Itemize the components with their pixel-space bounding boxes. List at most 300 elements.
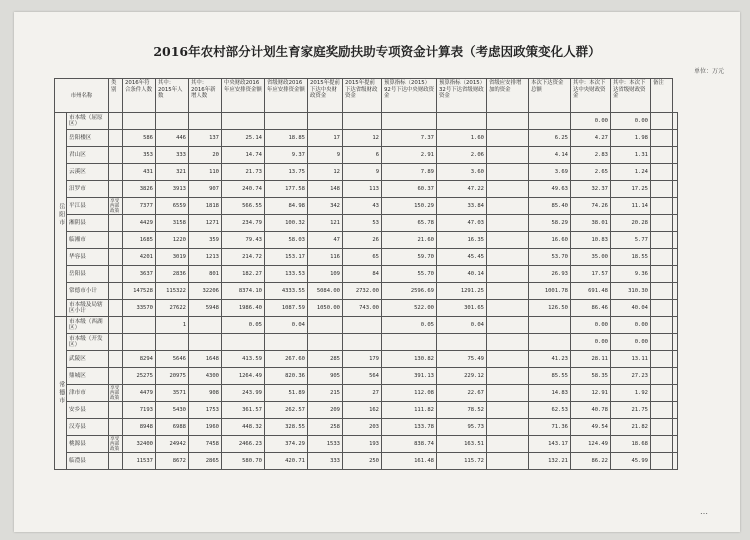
value-cell: 3637 bbox=[123, 266, 156, 283]
value-cell: 109 bbox=[308, 266, 343, 283]
value-cell bbox=[651, 317, 673, 334]
value-cell: 161.48 bbox=[382, 453, 437, 470]
value-cell: 55.70 bbox=[382, 266, 437, 283]
value-cell: 18.55 bbox=[611, 249, 651, 266]
value-cell: 143.17 bbox=[529, 436, 571, 453]
value-cell: 0.04 bbox=[265, 317, 308, 334]
value-cell: 9 bbox=[308, 147, 343, 164]
city-cell: 常德市 bbox=[55, 317, 67, 470]
value-cell: 12 bbox=[308, 164, 343, 181]
column-header: 其中：2016年新增人数 bbox=[189, 79, 222, 113]
category-cell bbox=[109, 181, 123, 198]
category-cell: 享受西部政策 bbox=[109, 436, 123, 453]
column-header: 2015年提前下达省级财政资金 bbox=[343, 79, 382, 113]
value-cell: 3.60 bbox=[437, 164, 487, 181]
value-cell bbox=[156, 113, 189, 130]
value-cell: 116 bbox=[308, 249, 343, 266]
value-cell: 21.73 bbox=[222, 164, 265, 181]
county-name-cell: 市本级（开发区） bbox=[67, 334, 109, 351]
remark-cell bbox=[673, 147, 678, 164]
value-cell: 100.32 bbox=[265, 215, 308, 232]
value-cell: 580.70 bbox=[222, 453, 265, 470]
value-cell: 258 bbox=[308, 419, 343, 436]
value-cell: 1264.49 bbox=[222, 368, 265, 385]
value-cell bbox=[123, 334, 156, 351]
value-cell: 51.89 bbox=[265, 385, 308, 402]
value-cell: 4333.55 bbox=[265, 283, 308, 300]
category-cell bbox=[109, 351, 123, 368]
value-cell: 58.29 bbox=[529, 215, 571, 232]
value-cell: 7193 bbox=[123, 402, 156, 419]
value-cell: 8374.10 bbox=[222, 283, 265, 300]
value-cell: 905 bbox=[308, 368, 343, 385]
value-cell: 342 bbox=[308, 198, 343, 215]
value-cell bbox=[487, 334, 529, 351]
value-cell: 321 bbox=[156, 164, 189, 181]
value-cell: 0.00 bbox=[611, 113, 651, 130]
remark-cell bbox=[673, 113, 678, 130]
table-row bbox=[55, 113, 678, 130]
table-row bbox=[55, 419, 678, 436]
value-cell: 14.74 bbox=[222, 147, 265, 164]
remark-cell bbox=[673, 266, 678, 283]
value-cell bbox=[487, 164, 529, 181]
value-cell bbox=[487, 436, 529, 453]
value-cell: 1.31 bbox=[611, 147, 651, 164]
value-cell: 413.59 bbox=[222, 351, 265, 368]
value-cell: 111.82 bbox=[382, 402, 437, 419]
value-cell: 0.00 bbox=[611, 334, 651, 351]
value-cell: 431 bbox=[123, 164, 156, 181]
value-cell: 27622 bbox=[156, 300, 189, 317]
value-cell: 18.85 bbox=[265, 130, 308, 147]
value-cell: 28.11 bbox=[571, 351, 611, 368]
value-cell: 1213 bbox=[189, 249, 222, 266]
value-cell bbox=[487, 453, 529, 470]
value-cell: 267.60 bbox=[265, 351, 308, 368]
value-cell: 40.14 bbox=[437, 266, 487, 283]
value-cell bbox=[343, 334, 382, 351]
value-cell: 3.69 bbox=[529, 164, 571, 181]
remark-cell bbox=[673, 385, 678, 402]
value-cell bbox=[651, 453, 673, 470]
value-cell: 45.45 bbox=[437, 249, 487, 266]
value-cell: 3913 bbox=[156, 181, 189, 198]
value-cell: 10.83 bbox=[571, 232, 611, 249]
value-cell: 1220 bbox=[156, 232, 189, 249]
value-cell: 4300 bbox=[189, 368, 222, 385]
value-cell: 448.32 bbox=[222, 419, 265, 436]
value-cell bbox=[651, 198, 673, 215]
remark-cell bbox=[673, 181, 678, 198]
value-cell bbox=[487, 351, 529, 368]
value-cell: 1986.40 bbox=[222, 300, 265, 317]
value-cell: 0.00 bbox=[611, 317, 651, 334]
value-cell: 177.58 bbox=[265, 181, 308, 198]
value-cell: 26 bbox=[343, 232, 382, 249]
value-cell: 65 bbox=[343, 249, 382, 266]
value-cell: 215 bbox=[308, 385, 343, 402]
value-cell: 310.30 bbox=[611, 283, 651, 300]
value-cell: 240.74 bbox=[222, 181, 265, 198]
county-name-cell: 平江县 bbox=[67, 198, 109, 215]
county-name-cell: 市本级（屈原区） bbox=[67, 113, 109, 130]
value-cell: 4.27 bbox=[571, 130, 611, 147]
value-cell: 12.91 bbox=[571, 385, 611, 402]
value-cell: 32.37 bbox=[571, 181, 611, 198]
value-cell: 47 bbox=[308, 232, 343, 249]
value-cell: 4201 bbox=[123, 249, 156, 266]
category-cell bbox=[109, 402, 123, 419]
value-cell bbox=[308, 317, 343, 334]
value-cell: 2596.69 bbox=[382, 283, 437, 300]
value-cell bbox=[651, 300, 673, 317]
value-cell: 743.00 bbox=[343, 300, 382, 317]
value-cell: 328.55 bbox=[265, 419, 308, 436]
value-cell: 908 bbox=[189, 385, 222, 402]
value-cell: 838.74 bbox=[382, 436, 437, 453]
value-cell bbox=[189, 113, 222, 130]
value-cell: 124.49 bbox=[571, 436, 611, 453]
value-cell: 16.35 bbox=[437, 232, 487, 249]
value-cell bbox=[222, 113, 265, 130]
value-cell: 7377 bbox=[123, 198, 156, 215]
value-cell bbox=[189, 334, 222, 351]
value-cell: 130.82 bbox=[382, 351, 437, 368]
value-cell: 133.53 bbox=[265, 266, 308, 283]
value-cell: 1 bbox=[156, 317, 189, 334]
value-cell bbox=[222, 334, 265, 351]
value-cell: 2.06 bbox=[437, 147, 487, 164]
value-cell: 179 bbox=[343, 351, 382, 368]
county-name-cell: 云溪区 bbox=[67, 164, 109, 181]
category-cell bbox=[109, 130, 123, 147]
value-cell: 58.03 bbox=[265, 232, 308, 249]
value-cell: 7458 bbox=[189, 436, 222, 453]
value-cell: 1818 bbox=[189, 198, 222, 215]
value-cell: 1753 bbox=[189, 402, 222, 419]
value-cell: 420.71 bbox=[265, 453, 308, 470]
value-cell: 45.99 bbox=[611, 453, 651, 470]
value-cell: 6559 bbox=[156, 198, 189, 215]
value-cell: 78.52 bbox=[437, 402, 487, 419]
value-cell bbox=[651, 436, 673, 453]
value-cell: 14.83 bbox=[529, 385, 571, 402]
value-cell: 0.00 bbox=[571, 317, 611, 334]
value-cell: 12 bbox=[343, 130, 382, 147]
value-cell: 285 bbox=[308, 351, 343, 368]
value-cell: 1291.25 bbox=[437, 283, 487, 300]
county-name-cell: 鼎城区 bbox=[67, 368, 109, 385]
value-cell: 0.04 bbox=[437, 317, 487, 334]
column-header: 省级财政2016年应安排资金额 bbox=[265, 79, 308, 113]
value-cell: 21.60 bbox=[382, 232, 437, 249]
value-cell bbox=[487, 266, 529, 283]
column-header: 本次下达资金总额 bbox=[529, 79, 571, 113]
column-header: 其中：本次下达中央财政资金 bbox=[571, 79, 611, 113]
value-cell bbox=[651, 181, 673, 198]
value-cell bbox=[437, 334, 487, 351]
table-row bbox=[55, 402, 678, 419]
table-row bbox=[55, 317, 678, 334]
value-cell: 333 bbox=[156, 147, 189, 164]
remark-cell bbox=[673, 419, 678, 436]
value-cell: 110 bbox=[189, 164, 222, 181]
value-cell: 18.68 bbox=[611, 436, 651, 453]
value-cell: 20 bbox=[189, 147, 222, 164]
value-cell: 11537 bbox=[123, 453, 156, 470]
value-cell: 115322 bbox=[156, 283, 189, 300]
value-cell: 21.75 bbox=[611, 402, 651, 419]
value-cell: 374.29 bbox=[265, 436, 308, 453]
value-cell: 1.98 bbox=[611, 130, 651, 147]
value-cell: 13.75 bbox=[265, 164, 308, 181]
remark-cell bbox=[673, 283, 678, 300]
value-cell: 1648 bbox=[189, 351, 222, 368]
value-cell: 25275 bbox=[123, 368, 156, 385]
category-cell bbox=[109, 215, 123, 232]
value-cell: 86.46 bbox=[571, 300, 611, 317]
value-cell: 0.00 bbox=[571, 334, 611, 351]
value-cell: 13.11 bbox=[611, 351, 651, 368]
column-header: 备注 bbox=[651, 79, 673, 113]
category-cell bbox=[109, 147, 123, 164]
value-cell bbox=[487, 317, 529, 334]
value-cell: 3158 bbox=[156, 215, 189, 232]
value-cell: 564 bbox=[343, 368, 382, 385]
value-cell: 182.27 bbox=[222, 266, 265, 283]
value-cell: 353 bbox=[123, 147, 156, 164]
value-cell: 7.89 bbox=[382, 164, 437, 181]
column-header: 2015年提前下达中央财政资金 bbox=[308, 79, 343, 113]
value-cell: 137 bbox=[189, 130, 222, 147]
value-cell: 20975 bbox=[156, 368, 189, 385]
county-name-cell: 岳阳县 bbox=[67, 266, 109, 283]
value-cell bbox=[651, 249, 673, 266]
value-cell: 49.63 bbox=[529, 181, 571, 198]
remark-cell bbox=[673, 232, 678, 249]
value-cell: 5084.00 bbox=[308, 283, 343, 300]
remark-cell bbox=[673, 368, 678, 385]
table-row bbox=[55, 453, 678, 470]
county-name-cell: 华容县 bbox=[67, 249, 109, 266]
remark-cell bbox=[673, 215, 678, 232]
county-name-cell: 市本级及局辖区小计 bbox=[67, 300, 109, 317]
value-cell: 38.01 bbox=[571, 215, 611, 232]
remark-cell bbox=[673, 402, 678, 419]
value-cell: 132.21 bbox=[529, 453, 571, 470]
value-cell bbox=[651, 419, 673, 436]
value-cell: 820.36 bbox=[265, 368, 308, 385]
column-header: 预算指标（2015）32号下达省级财政资金 bbox=[437, 79, 487, 113]
value-cell: 203 bbox=[343, 419, 382, 436]
value-cell: 361.57 bbox=[222, 402, 265, 419]
table-row bbox=[55, 283, 678, 300]
value-cell: 1685 bbox=[123, 232, 156, 249]
value-cell: 163.51 bbox=[437, 436, 487, 453]
value-cell bbox=[487, 300, 529, 317]
remark-cell bbox=[673, 334, 678, 351]
county-name-cell: 津市市 bbox=[67, 385, 109, 402]
value-cell: 40.04 bbox=[611, 300, 651, 317]
value-cell: 85.40 bbox=[529, 198, 571, 215]
value-cell: 1001.78 bbox=[529, 283, 571, 300]
column-header: 2016年符合条件人数 bbox=[123, 79, 156, 113]
value-cell: 25.14 bbox=[222, 130, 265, 147]
value-cell: 133.78 bbox=[382, 419, 437, 436]
value-cell bbox=[529, 334, 571, 351]
value-cell: 47.22 bbox=[437, 181, 487, 198]
value-cell: 1.92 bbox=[611, 385, 651, 402]
remark-cell bbox=[673, 453, 678, 470]
value-cell: 41.23 bbox=[529, 351, 571, 368]
value-cell bbox=[343, 113, 382, 130]
value-cell: 71.36 bbox=[529, 419, 571, 436]
value-cell: 9 bbox=[343, 164, 382, 181]
value-cell: 58.35 bbox=[571, 368, 611, 385]
value-cell: 8672 bbox=[156, 453, 189, 470]
value-cell: 3826 bbox=[123, 181, 156, 198]
value-cell bbox=[487, 419, 529, 436]
value-cell: 27.23 bbox=[611, 368, 651, 385]
value-cell: 6 bbox=[343, 147, 382, 164]
value-cell bbox=[651, 147, 673, 164]
value-cell bbox=[265, 334, 308, 351]
value-cell: 1533 bbox=[308, 436, 343, 453]
value-cell bbox=[265, 113, 308, 130]
value-cell: 33570 bbox=[123, 300, 156, 317]
value-cell: 1.24 bbox=[611, 164, 651, 181]
value-cell bbox=[651, 215, 673, 232]
remark-cell bbox=[673, 130, 678, 147]
value-cell: 691.48 bbox=[571, 283, 611, 300]
value-cell: 65.78 bbox=[382, 215, 437, 232]
value-cell: 5646 bbox=[156, 351, 189, 368]
value-cell: 9.36 bbox=[611, 266, 651, 283]
column-header: 类别 bbox=[109, 79, 123, 113]
county-name-cell: 汉寿县 bbox=[67, 419, 109, 436]
value-cell bbox=[651, 351, 673, 368]
category-cell bbox=[109, 453, 123, 470]
county-name-cell: 汨罗市 bbox=[67, 181, 109, 198]
value-cell: 2732.00 bbox=[343, 283, 382, 300]
category-cell bbox=[109, 300, 123, 317]
value-cell: 250 bbox=[343, 453, 382, 470]
table-row bbox=[55, 164, 678, 181]
value-cell bbox=[651, 266, 673, 283]
value-cell bbox=[487, 181, 529, 198]
remark-cell bbox=[673, 198, 678, 215]
value-cell: 17.57 bbox=[571, 266, 611, 283]
table-row bbox=[55, 232, 678, 249]
category-cell bbox=[109, 368, 123, 385]
value-cell: 9.37 bbox=[265, 147, 308, 164]
value-cell bbox=[487, 249, 529, 266]
table-row bbox=[55, 385, 678, 402]
value-cell: 446 bbox=[156, 130, 189, 147]
value-cell: 150.29 bbox=[382, 198, 437, 215]
value-cell: 60.37 bbox=[382, 181, 437, 198]
county-name-cell: 临澧县 bbox=[67, 453, 109, 470]
value-cell: 229.12 bbox=[437, 368, 487, 385]
category-cell bbox=[109, 232, 123, 249]
value-cell: 1960 bbox=[189, 419, 222, 436]
unit-label: 单位：万元 bbox=[693, 68, 724, 75]
value-cell: 95.73 bbox=[437, 419, 487, 436]
value-cell bbox=[651, 232, 673, 249]
value-cell bbox=[123, 317, 156, 334]
table-row bbox=[55, 368, 678, 385]
value-cell: 301.65 bbox=[437, 300, 487, 317]
value-cell: 112.08 bbox=[382, 385, 437, 402]
value-cell: 1.60 bbox=[437, 130, 487, 147]
value-cell: 35.00 bbox=[571, 249, 611, 266]
value-cell bbox=[189, 317, 222, 334]
remark-cell bbox=[673, 300, 678, 317]
column-header: 省级应安排增加的资金 bbox=[487, 79, 529, 113]
document-page bbox=[14, 12, 740, 532]
value-cell: 566.55 bbox=[222, 198, 265, 215]
category-cell: 享受西部政策 bbox=[109, 385, 123, 402]
value-cell bbox=[487, 368, 529, 385]
value-cell: 49.54 bbox=[571, 419, 611, 436]
category-cell bbox=[109, 334, 123, 351]
county-name-cell: 市本级（西湖区） bbox=[67, 317, 109, 334]
remark-cell bbox=[673, 164, 678, 181]
value-cell bbox=[651, 283, 673, 300]
column-header: 预算指标（2015）92号下达中央财政资金 bbox=[382, 79, 437, 113]
value-cell: 62.53 bbox=[529, 402, 571, 419]
value-cell bbox=[382, 113, 437, 130]
value-cell: 193 bbox=[343, 436, 382, 453]
value-cell: 22.67 bbox=[437, 385, 487, 402]
value-cell: 148 bbox=[308, 181, 343, 198]
value-cell bbox=[123, 113, 156, 130]
county-name-cell: 湘阴县 bbox=[67, 215, 109, 232]
value-cell: 74.26 bbox=[571, 198, 611, 215]
value-cell bbox=[308, 334, 343, 351]
value-cell: 2865 bbox=[189, 453, 222, 470]
value-cell: 0.00 bbox=[571, 113, 611, 130]
value-cell bbox=[487, 130, 529, 147]
value-cell: 907 bbox=[189, 181, 222, 198]
value-cell: 3571 bbox=[156, 385, 189, 402]
header-row bbox=[55, 79, 678, 113]
value-cell: 243.99 bbox=[222, 385, 265, 402]
value-cell: 8294 bbox=[123, 351, 156, 368]
value-cell: 214.72 bbox=[222, 249, 265, 266]
value-cell: 5948 bbox=[189, 300, 222, 317]
category-cell bbox=[109, 249, 123, 266]
fund-table bbox=[54, 78, 678, 470]
value-cell: 522.00 bbox=[382, 300, 437, 317]
value-cell bbox=[487, 215, 529, 232]
value-cell: 126.50 bbox=[529, 300, 571, 317]
table-row bbox=[55, 334, 678, 351]
county-name-cell: 岳阳楼区 bbox=[67, 130, 109, 147]
value-cell: 0.05 bbox=[222, 317, 265, 334]
value-cell: 2466.23 bbox=[222, 436, 265, 453]
value-cell: 1087.59 bbox=[265, 300, 308, 317]
county-name-cell: 桃源县 bbox=[67, 436, 109, 453]
footer-mark: … bbox=[700, 507, 708, 516]
value-cell: 0.05 bbox=[382, 317, 437, 334]
table-row bbox=[55, 351, 678, 368]
value-cell: 2.65 bbox=[571, 164, 611, 181]
value-cell: 4479 bbox=[123, 385, 156, 402]
value-cell bbox=[343, 317, 382, 334]
city-cell: 岳阳市 bbox=[55, 113, 67, 317]
